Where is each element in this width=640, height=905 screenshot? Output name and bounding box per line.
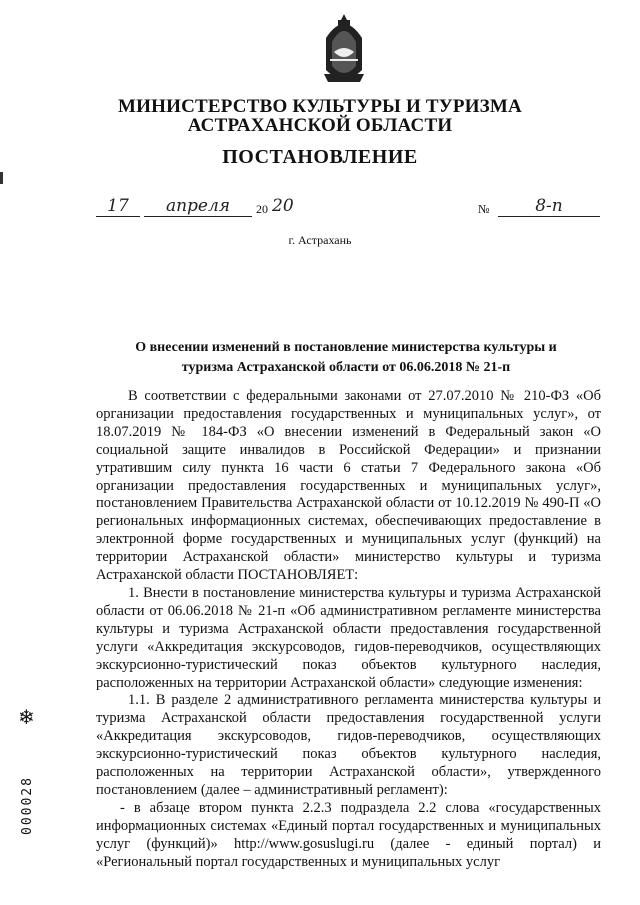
- document-type: ПОСТАНОВЛЕНИЕ: [222, 146, 418, 168]
- date-month: апреля: [144, 196, 252, 217]
- date-day: 17: [96, 196, 140, 217]
- city: г. Астрахань: [288, 233, 352, 247]
- paragraph-item-1-1: 1.1. В разделе 2 административного регламента министерства культуры и туризма Астраханской области предоставления государственной услуги «Аккредитация экскурсоводов, гидов-переводчиков, осуществляющих экскурсионно-туристический показ объектов культурного наследия, расположенных на территории Астраханской области», утвержденного постановлением (далее – административный регламент):: [96, 692, 601, 798]
- document-body: [96, 388, 601, 871]
- serial-number-text: 000028: [20, 776, 35, 835]
- date-line: [96, 196, 310, 218]
- paragraph-item-1: 1. Внести в постановление министерства культуры и туризма Астраханской области от 06.06.2018 № 21-п «Об административном регламенте министерства культуры и туризма Астраханской области предоставления государственной услуги «Аккредитация экскурсоводов, гидов-переводчиков, осуществляющих экскурсионно-туристический показ объектов культурного наследия, расположенных на территории Астраханской области» следующие изменения:: [96, 584, 601, 691]
- ministry-name-line2: АСТРАХАНСКОЙ ОБЛАСТИ: [187, 115, 453, 136]
- number-value: 8-п: [498, 196, 600, 217]
- document-subject: [96, 338, 596, 378]
- document-number: [478, 196, 602, 218]
- number-label: №: [478, 202, 490, 216]
- margin-star-icon: ❄: [18, 707, 35, 729]
- scan-edge-mark: [0, 172, 3, 184]
- subject-line2: туризма Астраханской области от 06.06.2018 № 21-п: [181, 360, 511, 375]
- margin-serial-number: [20, 745, 36, 835]
- paragraph-preamble: В соответствии с федеральными законами от 27.07.2010 № 210-ФЗ «Об организации предоставления государственных и муниципальных услуг», от 18.07.2019 № 184-ФЗ «О внесении изменений в Федеральный закон «О социальной защите инвалидов в Российской Федерации» и признании утратившим силу пункта 16 части 6 статьи 7 Федерального закона «Об организации предоставления государственных и муниципальных услуг», постановлением Правительства Астраханской области от 10.12.2019 № 490-П «О региональных информационных системах, обеспечивающих предоставление в электронной форме государственных и муниципальных услуг (функций) на территории Астраханской области» министерство культуры и туризма Астраханской области ПОСТАНОВЛЯЕТ:: [96, 388, 601, 584]
- date-year-prefix: 20: [256, 202, 268, 216]
- subject-line1: О внесении изменений в постановление министерства культуры и: [135, 340, 557, 355]
- date-year-suffix: 20: [272, 196, 294, 216]
- coat-of-arms-icon: [316, 8, 372, 90]
- ministry-name-line1: МИНИСТЕРСТВО КУЛЬТУРЫ И ТУРИЗМА: [118, 96, 522, 117]
- paragraph-list-item: - в абзаце втором пункта 2.2.3 подраздела 2.2 слова «государственных информационных системах «Единый портал государственных и муниципальных услуг (функций)» http://www.gosuslugi.ru (далее - единый портал) и «Региональный портал государственных и муниципальных услуг: [96, 799, 601, 870]
